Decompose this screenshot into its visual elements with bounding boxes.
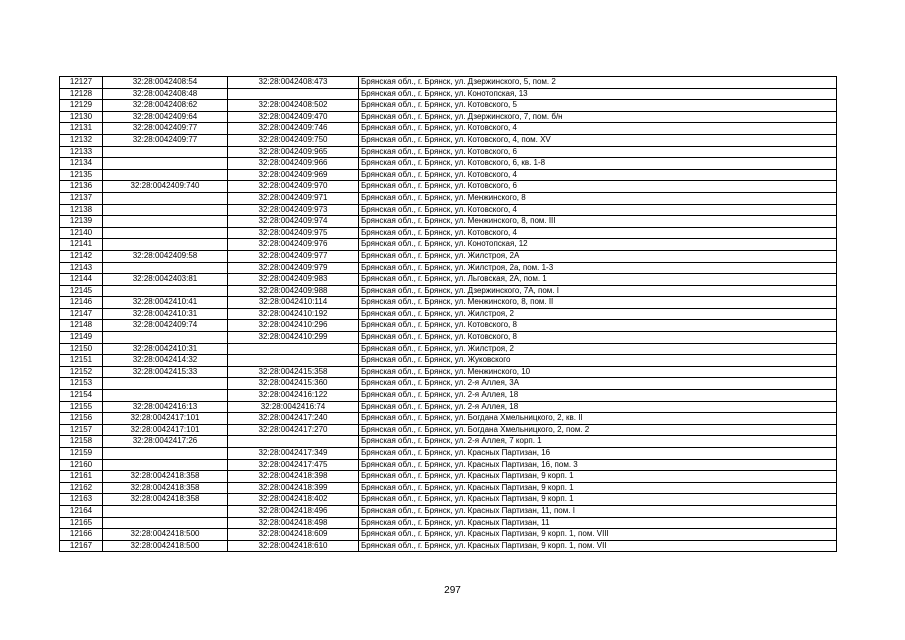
- address-cell: Брянская обл., г. Брянск, ул. Котовского, 4: [359, 204, 837, 216]
- object-cadastral-number-cell: 32:28:0042418:399: [228, 482, 359, 494]
- table-row: [60, 343, 837, 355]
- row-number-cell: 12148: [60, 320, 103, 332]
- object-cadastral-number-cell: 32:28:0042417:349: [228, 448, 359, 460]
- row-number-cell: 12133: [60, 146, 103, 158]
- object-cadastral-number-cell: 32:28:0042409:979: [228, 262, 359, 274]
- object-cadastral-number-cell: 32:28:0042418:398: [228, 471, 359, 483]
- address-cell: Брянская обл., г. Брянск, ул. Котовского, 8: [359, 332, 837, 344]
- row-number-cell: 12162: [60, 482, 103, 494]
- address-cell: Брянская обл., г. Брянск, ул. Красных Партизан, 16, пом. 3: [359, 459, 837, 471]
- row-number-cell: 12163: [60, 494, 103, 506]
- object-cadastral-number-cell: 32:28:0042409:973: [228, 204, 359, 216]
- table-row: [60, 123, 837, 135]
- object-cadastral-number-cell: 32:28:0042416:74: [228, 401, 359, 413]
- table-row: [60, 146, 837, 158]
- address-cell: Брянская обл., г. Брянск, ул. Котовского, 6: [359, 146, 837, 158]
- row-number-cell: 12127: [60, 77, 103, 89]
- cadastral-number-cell: 32:28:0042408:48: [103, 88, 228, 100]
- registry-table-body: [60, 77, 837, 552]
- address-cell: Брянская обл., г. Брянск, ул. Дзержинского, 7А, пом. I: [359, 285, 837, 297]
- table-row: [60, 158, 837, 170]
- cadastral-number-cell: [103, 204, 228, 216]
- row-number-cell: 12142: [60, 250, 103, 262]
- cadastral-number-cell: 32:28:0042414:32: [103, 355, 228, 367]
- object-cadastral-number-cell: 32:28:0042409:965: [228, 146, 359, 158]
- object-cadastral-number-cell: [228, 88, 359, 100]
- cadastral-number-cell: [103, 227, 228, 239]
- table-row: [60, 505, 837, 517]
- object-cadastral-number-cell: 32:28:0042409:750: [228, 134, 359, 146]
- object-cadastral-number-cell: 32:28:0042418:610: [228, 540, 359, 552]
- table-row: [60, 517, 837, 529]
- row-number-cell: 12153: [60, 378, 103, 390]
- cadastral-number-cell: 32:28:0042415:33: [103, 366, 228, 378]
- address-cell: Брянская обл., г. Брянск, ул. Котовского, 4, пом. XV: [359, 134, 837, 146]
- cadastral-number-cell: 32:28:0042408:54: [103, 77, 228, 89]
- object-cadastral-number-cell: 32:28:0042408:473: [228, 77, 359, 89]
- address-cell: Брянская обл., г. Брянск, ул. Богдана Хмельницкого, 2, кв. II: [359, 413, 837, 425]
- object-cadastral-number-cell: 32:28:0042409:969: [228, 169, 359, 181]
- address-cell: Брянская обл., г. Брянск, ул. 2-я Аллея, 18: [359, 390, 837, 402]
- table-row: [60, 216, 837, 228]
- object-cadastral-number-cell: 32:28:0042409:470: [228, 111, 359, 123]
- address-cell: Брянская обл., г. Брянск, ул. Конотопская, 12: [359, 239, 837, 251]
- row-number-cell: 12150: [60, 343, 103, 355]
- cadastral-number-cell: 32:28:0042418:358: [103, 482, 228, 494]
- cadastral-number-cell: 32:28:0042417:26: [103, 436, 228, 448]
- cadastral-number-cell: 32:28:0042409:64: [103, 111, 228, 123]
- address-cell: Брянская обл., г. Брянск, ул. Красных Партизан, 11: [359, 517, 837, 529]
- row-number-cell: 12158: [60, 436, 103, 448]
- address-cell: Брянская обл., г. Брянск, ул. Менжинского, 8, пом. III: [359, 216, 837, 228]
- cadastral-number-cell: 32:28:0042418:358: [103, 494, 228, 506]
- cadastral-number-cell: 32:28:0042417:101: [103, 424, 228, 436]
- registry-table: [59, 76, 837, 552]
- cadastral-number-cell: [103, 517, 228, 529]
- row-number-cell: 12146: [60, 297, 103, 309]
- row-number-cell: 12140: [60, 227, 103, 239]
- address-cell: Брянская обл., г. Брянск, ул. 2-я Аллея, 7 корп. 1: [359, 436, 837, 448]
- row-number-cell: 12154: [60, 390, 103, 402]
- table-row: [60, 448, 837, 460]
- page-number: 297: [444, 585, 461, 596]
- address-cell: Брянская обл., г. Брянск, ул. Котовского, 4: [359, 169, 837, 181]
- cadastral-number-cell: 32:28:0042418:358: [103, 471, 228, 483]
- object-cadastral-number-cell: 32:28:0042409:975: [228, 227, 359, 239]
- table-row: [60, 355, 837, 367]
- address-cell: Брянская обл., г. Брянск, ул. Льговская, 2А, пом. 1: [359, 274, 837, 286]
- table-row: [60, 297, 837, 309]
- row-number-cell: 12155: [60, 401, 103, 413]
- object-cadastral-number-cell: 32:28:0042417:270: [228, 424, 359, 436]
- row-number-cell: 12151: [60, 355, 103, 367]
- table-row: [60, 529, 837, 541]
- object-cadastral-number-cell: 32:28:0042415:358: [228, 366, 359, 378]
- row-number-cell: 12130: [60, 111, 103, 123]
- cadastral-number-cell: [103, 169, 228, 181]
- table-row: [60, 390, 837, 402]
- object-cadastral-number-cell: 32:28:0042410:192: [228, 308, 359, 320]
- table-row: [60, 459, 837, 471]
- address-cell: Брянская обл., г. Брянск, ул. Жуковского: [359, 355, 837, 367]
- cadastral-number-cell: 32:28:0042403:81: [103, 274, 228, 286]
- object-cadastral-number-cell: 32:28:0042409:966: [228, 158, 359, 170]
- address-cell: Брянская обл., г. Брянск, ул. Дзержинского, 5, пом. 2: [359, 77, 837, 89]
- table-row: [60, 285, 837, 297]
- address-cell: Брянская обл., г. Брянск, ул. Котовского, 8: [359, 320, 837, 332]
- table-row: [60, 181, 837, 193]
- row-number-cell: 12164: [60, 505, 103, 517]
- table-row: [60, 471, 837, 483]
- object-cadastral-number-cell: 32:28:0042409:970: [228, 181, 359, 193]
- object-cadastral-number-cell: 32:28:0042418:498: [228, 517, 359, 529]
- cadastral-number-cell: [103, 239, 228, 251]
- row-number-cell: 12160: [60, 459, 103, 471]
- row-number-cell: 12144: [60, 274, 103, 286]
- table-row: [60, 227, 837, 239]
- address-cell: Брянская обл., г. Брянск, ул. Красных Партизан, 16: [359, 448, 837, 460]
- row-number-cell: 12159: [60, 448, 103, 460]
- cadastral-number-cell: [103, 378, 228, 390]
- table-row: [60, 436, 837, 448]
- row-number-cell: 12152: [60, 366, 103, 378]
- row-number-cell: 12138: [60, 204, 103, 216]
- table-row: [60, 413, 837, 425]
- object-cadastral-number-cell: 32:28:0042418:496: [228, 505, 359, 517]
- object-cadastral-number-cell: 32:28:0042409:746: [228, 123, 359, 135]
- row-number-cell: 12136: [60, 181, 103, 193]
- address-cell: Брянская обл., г. Брянск, ул. Менжинского, 8, пом. II: [359, 297, 837, 309]
- table-row: [60, 401, 837, 413]
- object-cadastral-number-cell: 32:28:0042410:296: [228, 320, 359, 332]
- address-cell: Брянская обл., г. Брянск, ул. Дзержинского, 7, пом. б/н: [359, 111, 837, 123]
- address-cell: Брянская обл., г. Брянск, ул. Котовского, 5: [359, 100, 837, 112]
- table-row: [60, 320, 837, 332]
- cadastral-number-cell: [103, 262, 228, 274]
- table-row: [60, 239, 837, 251]
- address-cell: Брянская обл., г. Брянск, ул. Красных Партизан, 9 корп. 1: [359, 471, 837, 483]
- object-cadastral-number-cell: 32:28:0042409:988: [228, 285, 359, 297]
- address-cell: Брянская обл., г. Брянск, ул. Котовского, 4: [359, 123, 837, 135]
- row-number-cell: 12143: [60, 262, 103, 274]
- row-number-cell: 12156: [60, 413, 103, 425]
- table-row: [60, 540, 837, 552]
- row-number-cell: 12141: [60, 239, 103, 251]
- object-cadastral-number-cell: 32:28:0042410:299: [228, 332, 359, 344]
- table-row: [60, 308, 837, 320]
- table-row: [60, 332, 837, 344]
- object-cadastral-number-cell: 32:28:0042409:971: [228, 192, 359, 204]
- object-cadastral-number-cell: 32:28:0042409:977: [228, 250, 359, 262]
- row-number-cell: 12129: [60, 100, 103, 112]
- object-cadastral-number-cell: [228, 343, 359, 355]
- cadastral-number-cell: 32:28:0042410:31: [103, 308, 228, 320]
- row-number-cell: 12165: [60, 517, 103, 529]
- row-number-cell: 12134: [60, 158, 103, 170]
- object-cadastral-number-cell: [228, 436, 359, 448]
- object-cadastral-number-cell: 32:28:0042408:502: [228, 100, 359, 112]
- cadastral-number-cell: 32:28:0042409:58: [103, 250, 228, 262]
- cadastral-number-cell: 32:28:0042410:31: [103, 343, 228, 355]
- table-row: [60, 250, 837, 262]
- address-cell: Брянская обл., г. Брянск, ул. Красных Партизан, 11, пом. I: [359, 505, 837, 517]
- row-number-cell: 12161: [60, 471, 103, 483]
- address-cell: Брянская обл., г. Брянск, ул. 2-я Аллея, 3А: [359, 378, 837, 390]
- row-number-cell: 12132: [60, 134, 103, 146]
- row-number-cell: 12157: [60, 424, 103, 436]
- object-cadastral-number-cell: 32:28:0042418:402: [228, 494, 359, 506]
- table-row: [60, 378, 837, 390]
- address-cell: Брянская обл., г. Брянск, ул. Богдана Хмельницкого, 2, пом. 2: [359, 424, 837, 436]
- object-cadastral-number-cell: 32:28:0042409:974: [228, 216, 359, 228]
- table-row: [60, 111, 837, 123]
- cadastral-number-cell: 32:28:0042409:77: [103, 123, 228, 135]
- cadastral-number-cell: [103, 216, 228, 228]
- object-cadastral-number-cell: 32:28:0042415:360: [228, 378, 359, 390]
- address-cell: Брянская обл., г. Брянск, ул. Красных Партизан, 9 корп. 1: [359, 482, 837, 494]
- table-row: [60, 192, 837, 204]
- object-cadastral-number-cell: 32:28:0042416:122: [228, 390, 359, 402]
- address-cell: Брянская обл., г. Брянск, ул. Менжинского, 8: [359, 192, 837, 204]
- row-number-cell: 12145: [60, 285, 103, 297]
- table-row: [60, 262, 837, 274]
- cadastral-number-cell: 32:28:0042409:77: [103, 134, 228, 146]
- address-cell: Брянская обл., г. Брянск, ул. Конотопская, 13: [359, 88, 837, 100]
- object-cadastral-number-cell: 32:28:0042410:114: [228, 297, 359, 309]
- address-cell: Брянская обл., г. Брянск, ул. Красных Партизан, 9 корп. 1, пом. VIII: [359, 529, 837, 541]
- cadastral-number-cell: 32:28:0042409:740: [103, 181, 228, 193]
- cadastral-number-cell: [103, 285, 228, 297]
- row-number-cell: 12149: [60, 332, 103, 344]
- cadastral-number-cell: [103, 146, 228, 158]
- table-row: [60, 494, 837, 506]
- cadastral-number-cell: [103, 505, 228, 517]
- cadastral-number-cell: 32:28:0042410:41: [103, 297, 228, 309]
- row-number-cell: 12137: [60, 192, 103, 204]
- cadastral-number-cell: 32:28:0042418:500: [103, 540, 228, 552]
- table-row: [60, 274, 837, 286]
- table-row: [60, 77, 837, 89]
- address-cell: Брянская обл., г. Брянск, ул. Красных Партизан, 9 корп. 1: [359, 494, 837, 506]
- row-number-cell: 12147: [60, 308, 103, 320]
- cadastral-number-cell: [103, 192, 228, 204]
- table-row: [60, 366, 837, 378]
- address-cell: Брянская обл., г. Брянск, ул. Жилстроя, 2А: [359, 250, 837, 262]
- address-cell: Брянская обл., г. Брянск, ул. Котовского, 4: [359, 227, 837, 239]
- table-row: [60, 100, 837, 112]
- object-cadastral-number-cell: 32:28:0042417:475: [228, 459, 359, 471]
- object-cadastral-number-cell: [228, 355, 359, 367]
- row-number-cell: 12128: [60, 88, 103, 100]
- address-cell: Брянская обл., г. Брянск, ул. 2-я Аллея, 18: [359, 401, 837, 413]
- address-cell: Брянская обл., г. Брянск, ул. Котовского, 6: [359, 181, 837, 193]
- address-cell: Брянская обл., г. Брянск, ул. Жилстроя, 2: [359, 308, 837, 320]
- address-cell: Брянская обл., г. Брянск, ул. Котовского, 6, кв. 1-8: [359, 158, 837, 170]
- table-row: [60, 169, 837, 181]
- cadastral-number-cell: 32:28:0042409:74: [103, 320, 228, 332]
- cadastral-number-cell: [103, 158, 228, 170]
- address-cell: Брянская обл., г. Брянск, ул. Жилстроя, 2а, пом. 1-3: [359, 262, 837, 274]
- address-cell: Брянская обл., г. Брянск, ул. Жилстроя, 2: [359, 343, 837, 355]
- row-number-cell: 12135: [60, 169, 103, 181]
- table-row: [60, 88, 837, 100]
- row-number-cell: 12131: [60, 123, 103, 135]
- cadastral-number-cell: [103, 332, 228, 344]
- cadastral-number-cell: [103, 390, 228, 402]
- table-row: [60, 482, 837, 494]
- cadastral-number-cell: [103, 459, 228, 471]
- address-cell: Брянская обл., г. Брянск, ул. Красных Партизан, 9 корп. 1, пом. VII: [359, 540, 837, 552]
- table-row: [60, 204, 837, 216]
- object-cadastral-number-cell: 32:28:0042418:609: [228, 529, 359, 541]
- row-number-cell: 12166: [60, 529, 103, 541]
- object-cadastral-number-cell: 32:28:0042409:983: [228, 274, 359, 286]
- cadastral-number-cell: 32:28:0042416:13: [103, 401, 228, 413]
- address-cell: Брянская обл., г. Брянск, ул. Менжинского, 10: [359, 366, 837, 378]
- cadastral-number-cell: 32:28:0042418:500: [103, 529, 228, 541]
- row-number-cell: 12139: [60, 216, 103, 228]
- table-row: [60, 134, 837, 146]
- object-cadastral-number-cell: 32:28:0042409:976: [228, 239, 359, 251]
- object-cadastral-number-cell: 32:28:0042417:240: [228, 413, 359, 425]
- table-row: [60, 424, 837, 436]
- row-number-cell: 12167: [60, 540, 103, 552]
- cadastral-number-cell: 32:28:0042408:62: [103, 100, 228, 112]
- cadastral-number-cell: [103, 448, 228, 460]
- cadastral-number-cell: 32:28:0042417:101: [103, 413, 228, 425]
